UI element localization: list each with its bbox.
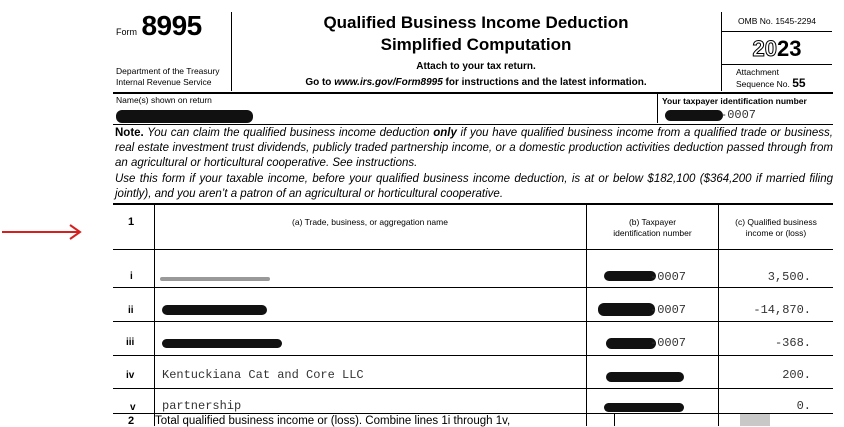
attachment-sequence xyxy=(736,67,806,90)
redacted-tin xyxy=(665,110,723,121)
note-only: only xyxy=(433,127,457,139)
row-roman: i xyxy=(130,271,133,282)
omb-number: OMB No. 1545-2294 xyxy=(738,16,816,26)
row-business-name[interactable]: partnership xyxy=(162,399,242,413)
redacted-tin xyxy=(606,372,684,382)
note-label: Note. xyxy=(115,127,144,139)
redacted-business-name xyxy=(160,277,270,281)
line-1-number: 1 xyxy=(128,216,135,228)
attach-text: Attach to your tax return. xyxy=(416,61,536,72)
redacted-tin xyxy=(598,303,655,316)
tin-label: Your taxpayer identification number xyxy=(662,96,807,106)
form-number: 8995 xyxy=(141,10,202,41)
row-amount[interactable]: -14,870. xyxy=(753,303,811,317)
row-amount[interactable]: 0. xyxy=(796,399,811,413)
line-2-number: 2 xyxy=(128,415,135,427)
row-amount[interactable]: 200. xyxy=(782,368,811,382)
sequence-number: 55 xyxy=(792,76,806,90)
row-tin[interactable]: -0007 xyxy=(650,336,687,350)
irs-link[interactable]: www.irs.gov/Form8995 xyxy=(334,77,443,88)
redacted-tin xyxy=(606,338,656,349)
col-a-header: (a) Trade, business, or aggregation name xyxy=(292,217,448,227)
row-roman: iv xyxy=(126,370,135,381)
redacted-tin xyxy=(604,271,656,281)
shaded-cell xyxy=(740,414,770,426)
tax-year xyxy=(722,36,832,62)
sequence-label: Sequence No. xyxy=(736,79,790,89)
row-amount[interactable]: 3,500. xyxy=(767,270,811,284)
title-line2: Simplified Computation xyxy=(380,35,572,54)
note-paragraph: Note. You can claim the qualified business income deduction only if you have qualified business income from a qualified trade or business, real estate investment trust dividends, publicly traded partnership income, or a domestic production activities deduction passed through from an agricultural or horticultural cooperative. See instructions. Use this form if your taxable income, before your qualified business income deduction, is at or below $182,100 ($364,200 if married filing jointly), and you aren’t a patron of an agricultural or horticultural cooperative. xyxy=(115,126,833,202)
col-b-header: (b) Taxpayer identification number xyxy=(613,217,692,238)
attachment-label: Attachment xyxy=(736,67,779,77)
col-c-header: (c) Qualified business income or (loss) xyxy=(735,217,817,238)
form-number-block xyxy=(116,10,202,42)
row-tin[interactable]: -0007 xyxy=(650,303,687,317)
names-label: Name(s) shown on return xyxy=(116,95,212,105)
dept-line2: Internal Revenue Service xyxy=(116,77,212,87)
redacted-business-name xyxy=(162,305,267,315)
row-amount[interactable]: -368. xyxy=(774,336,811,350)
note-use-text: Use this form if your taxable income, before your qualified business income deduction, is at or below $182,100 ($364,200 if married filing jointly), and you aren’t a patron of an agricultural or horticultural cooperative. xyxy=(115,172,833,200)
form-label: Form xyxy=(116,27,137,37)
department-text xyxy=(116,66,219,88)
row-tin[interactable]: -0007 xyxy=(650,270,687,284)
redacted-business-name xyxy=(162,339,282,348)
redacted-name xyxy=(116,110,253,123)
row-roman: ii xyxy=(128,305,134,316)
year-prefix: 20 xyxy=(752,36,777,61)
redacted-tin xyxy=(604,403,684,412)
row-business-name[interactable]: Kentuckiana Cat and Core LLC xyxy=(162,368,364,382)
red-arrow-icon xyxy=(0,222,84,242)
goto-text: Go to www.irs.gov/Form8995 for instructions and the latest information. xyxy=(305,77,647,88)
form-title xyxy=(232,12,720,56)
year-suffix: 23 xyxy=(777,36,802,61)
line-2-text: Total qualified business income or (loss). Combine lines 1i through 1v, xyxy=(155,415,511,427)
tin-value: -0007 xyxy=(720,108,757,122)
row-roman: v xyxy=(130,402,136,413)
row-roman: iii xyxy=(126,337,135,348)
title-line1: Qualified Business Income Deduction xyxy=(323,13,629,32)
dept-line1: Department of the Treasury xyxy=(116,66,220,76)
